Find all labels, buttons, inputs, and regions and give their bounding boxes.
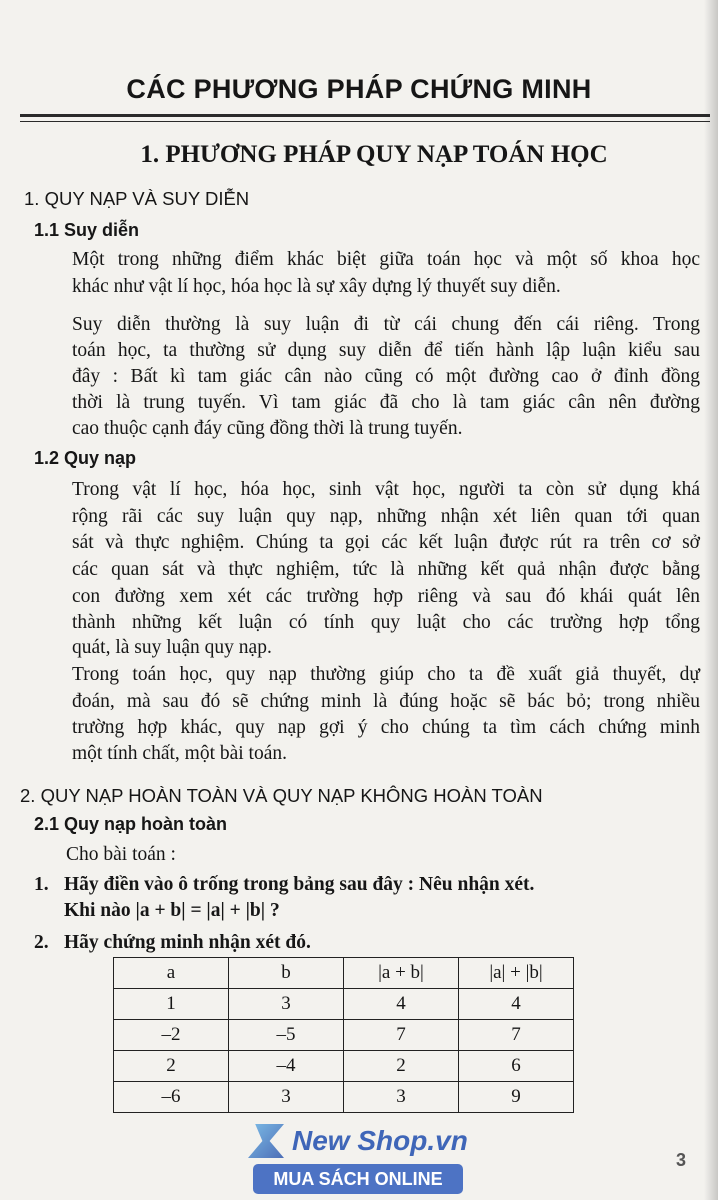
table-cell: 7 bbox=[344, 1020, 459, 1051]
paragraph-line: một tính chất, một bài toán. bbox=[72, 743, 288, 764]
header-cell: |a + b| bbox=[344, 958, 459, 989]
question-1-line: Hãy điền vào ô trống trong bảng sau đây : Nêu nhận xét. bbox=[64, 874, 535, 895]
header-cell: a bbox=[114, 958, 229, 989]
paragraph-line: sát và thực nghiệm. Chúng ta gọi các kết luận được rút ra trên cơ sở bbox=[72, 532, 700, 553]
page-number: 3 bbox=[676, 1150, 687, 1170]
paragraph-line: khác như vật lí học, hóa học là sự xây dựng lý thuyết suy diễn. bbox=[72, 276, 561, 297]
paragraph-line: toán học, ta thường sử dụng suy diễn để tiến hành lập luận kiểu sau bbox=[72, 340, 700, 361]
paragraph-line: con đường xem xét các trường hợp riêng và sau đó khái quát lên bbox=[72, 586, 700, 607]
paragraph-line: đây : Bất kì tam giác cân nào cũng có một đường cao ở đỉnh đồng bbox=[72, 366, 700, 387]
problem-intro: Cho bài toán : bbox=[66, 844, 176, 865]
watermark bbox=[248, 1124, 474, 1198]
watermark-logo: New Shop.vn bbox=[292, 1125, 468, 1156]
header-cell: |a| + |b| bbox=[459, 958, 574, 989]
paragraph-line: trường hợp khác, quy nạp gợi ý cho chúng ta tìm cách chứng minh bbox=[72, 717, 700, 738]
table-cell: 3 bbox=[229, 989, 344, 1020]
header-cell: b bbox=[229, 958, 344, 989]
section-heading-2: 2. QUY NẠP HOÀN TOÀN VÀ QUY NẠP KHÔNG HOÀN TOÀN bbox=[20, 785, 543, 806]
title-divider bbox=[20, 114, 710, 122]
question-2: Hãy chứng minh nhận xét đó. bbox=[64, 932, 311, 953]
table-row bbox=[114, 1082, 574, 1113]
paragraph-line: các quan sát và thực nghiệm, tức là những kết quả nhận được bằng bbox=[72, 559, 700, 580]
table-cell: 7 bbox=[459, 1020, 574, 1051]
paragraph-line: quát, là suy luận quy nạp. bbox=[72, 637, 272, 658]
paragraph-line: Trong toán học, quy nạp thường giúp cho ta đề xuất giả thuyết, dự bbox=[72, 664, 700, 685]
table-cell: –2 bbox=[114, 1020, 229, 1051]
table-row bbox=[114, 1051, 574, 1082]
paragraph-line: đoán, mà sau đó sẽ chứng minh là đúng hoặc sẽ bác bỏ; trong nhiều bbox=[72, 691, 700, 712]
table-row bbox=[114, 989, 574, 1020]
page-edge-shadow bbox=[704, 0, 718, 1200]
question-number-2: 2. bbox=[34, 932, 49, 953]
paragraph-line: cao thuộc cạnh đáy cũng đồng thời là trung tuyến. bbox=[72, 418, 463, 439]
paragraph-line: thành những kết luận có tính quy luật cho các trường hợp tổng bbox=[72, 612, 700, 633]
table-cell: –4 bbox=[229, 1051, 344, 1082]
values-table bbox=[113, 957, 574, 1113]
subsection-heading-1-2: 1.2 Quy nạp bbox=[34, 448, 137, 468]
chapter-heading: 1. PHƯƠNG PHÁP QUY NẠP TOÁN HỌC bbox=[140, 141, 608, 168]
question-number-1: 1. bbox=[34, 874, 49, 895]
table-cell: –5 bbox=[229, 1020, 344, 1051]
table-header-row bbox=[114, 958, 574, 989]
section-heading-1: 1. QUY NẠP VÀ SUY DIỄN bbox=[24, 188, 250, 209]
table-cell: 4 bbox=[344, 989, 459, 1020]
paragraph-line: Suy diễn thường là suy luận đi từ cái chung đến cái riêng. Trong bbox=[72, 314, 700, 335]
table-cell: 9 bbox=[459, 1082, 574, 1113]
paragraph-line: rộng rãi các suy luận quy nạp, những nhận xét liên quan tới quan bbox=[72, 506, 700, 527]
table-cell: 3 bbox=[229, 1082, 344, 1113]
paragraph-line: thời là trung tuyến. Vì tam giác đã cho là tam giác cân nên đường bbox=[72, 392, 700, 413]
question-1-line: Khi nào |a + b| = |a| + |b| ? bbox=[64, 900, 280, 921]
table-row bbox=[114, 1020, 574, 1051]
table-cell: 1 bbox=[114, 989, 229, 1020]
subsection-heading-1-1: 1.1 Suy diễn bbox=[34, 220, 140, 240]
table-cell: 4 bbox=[459, 989, 574, 1020]
subsection-heading-2-1: 2.1 Quy nạp hoàn toàn bbox=[34, 814, 228, 834]
table-cell: 3 bbox=[344, 1082, 459, 1113]
table-cell: –6 bbox=[114, 1082, 229, 1113]
watermark-badge: MUA SÁCH ONLINE bbox=[253, 1164, 463, 1194]
table-cell: 6 bbox=[459, 1051, 574, 1082]
table-cell: 2 bbox=[344, 1051, 459, 1082]
table-cell: 2 bbox=[114, 1051, 229, 1082]
page-title: CÁC PHƯƠNG PHÁP CHỨNG MINH bbox=[126, 74, 592, 104]
paragraph-line: Một trong những điểm khác biệt giữa toán học và một số khoa học bbox=[72, 249, 700, 270]
paragraph-line: Trong vật lí học, hóa học, sinh vật học, người ta còn sử dụng khá bbox=[72, 479, 700, 500]
